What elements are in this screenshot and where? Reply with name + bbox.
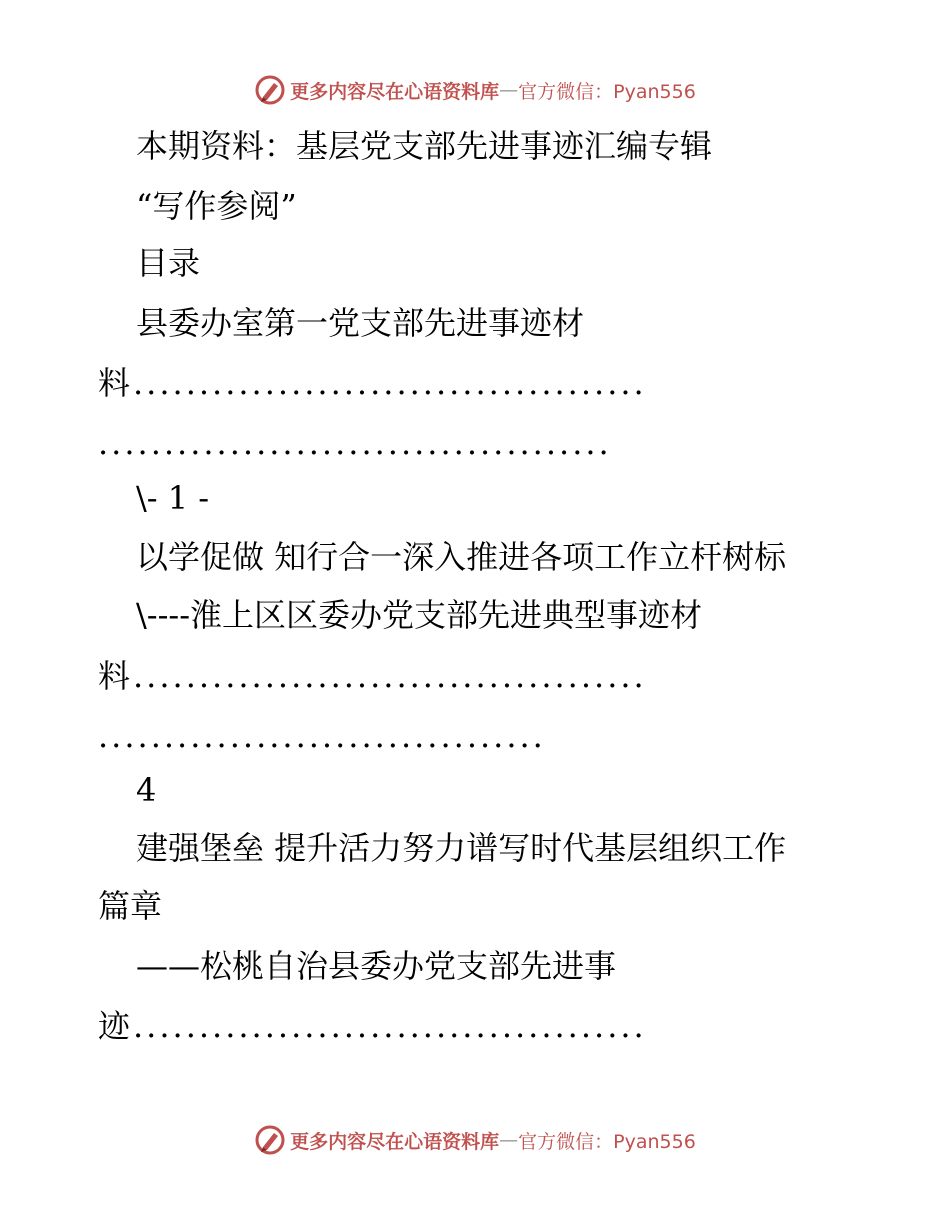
toc-entry-1-title: 县委办室第一党支部先进事迹材 xyxy=(136,304,585,342)
toc-heading: 目录 xyxy=(136,244,201,282)
doc-subtitle: “写作参阅” xyxy=(136,187,297,225)
toc-entry-1-page: \- 1 - xyxy=(136,479,210,517)
toc-entry-3-title: 建强堡垒 提升活力努力谱写时代基层组织工作 xyxy=(136,829,787,867)
pen-logo-icon xyxy=(254,1124,286,1156)
banner-main-text: 更多内容尽在心语资料库 xyxy=(290,1130,500,1153)
toc-entry-1-leader-cont: ....................................... xyxy=(98,424,612,462)
banner-dash: — xyxy=(499,79,519,101)
toc-entry-3-subtitle: ——松桃自治县委办党支部先进事 xyxy=(136,947,617,985)
pen-logo-icon xyxy=(254,74,286,106)
toc-entry-2-subtitle: \----淮上区区委办党支部先进典型事迹材 xyxy=(136,596,703,634)
banner-wechat-text: 官方微信：Pyan556 xyxy=(518,1130,696,1153)
toc-entry-2-leader: 料....................................... xyxy=(98,657,647,695)
toc-entry-3-title-cont: 篇章 xyxy=(98,887,163,925)
toc-entry-2-leader-cont: .................................. xyxy=(98,717,546,755)
footer-banner xyxy=(0,1120,950,1160)
toc-entry-2-page: 4 xyxy=(136,771,157,809)
banner-dash: — xyxy=(499,1129,519,1151)
toc-entry-3-leader: 迹....................................... xyxy=(98,1007,647,1045)
header-banner xyxy=(0,70,950,110)
banner-main-text: 更多内容尽在心语资料库 xyxy=(290,80,500,103)
doc-title: 本期资料：基层党支部先进事迹汇编专辑 xyxy=(136,127,713,165)
toc-entry-2-title: 以学促做 知行合一深入推进各项工作立杆树标 xyxy=(136,538,787,576)
banner-wechat-text: 官方微信：Pyan556 xyxy=(518,80,696,103)
toc-entry-1-leader: 料....................................... xyxy=(98,364,647,402)
